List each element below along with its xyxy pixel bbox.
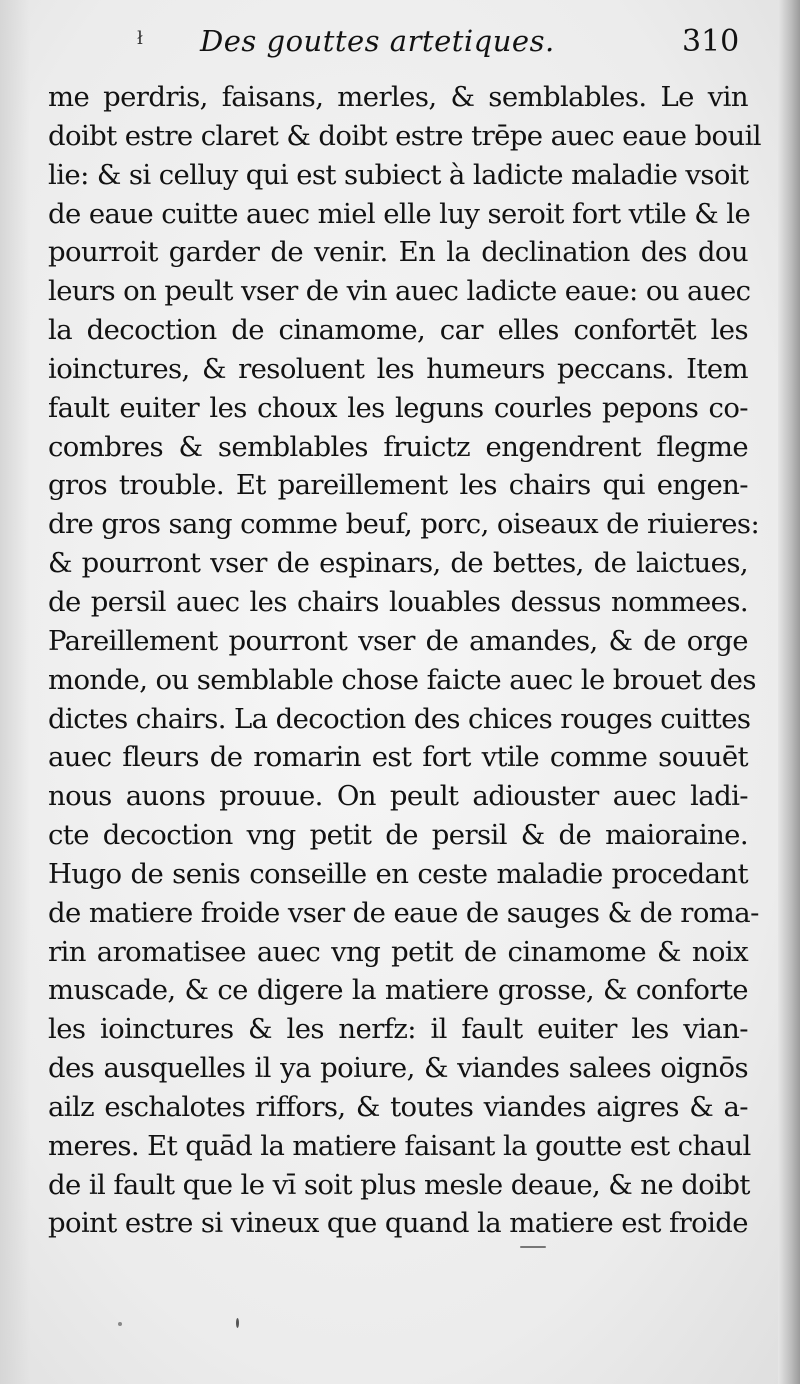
text-line: muscade, & ce digere la matiere grosse, & conforte bbox=[48, 974, 748, 1007]
text-line: la decoction de cinamome, car elles confortēt les bbox=[48, 314, 748, 347]
text-line: ioinctures, & resoluent les humeurs peccans. Item bbox=[48, 352, 748, 385]
text-line: gros trouble. Et pareillement les chairs qui engen- bbox=[48, 469, 748, 502]
text-line: monde, ou semblable chose faicte auec le brouet des bbox=[48, 663, 756, 696]
text-line: de il fault que le vī soit plus mesle deaue, & ne doibt bbox=[48, 1168, 750, 1201]
text-line: les ioinctures & les nerfz: il fault euiter les vian- bbox=[48, 1013, 748, 1046]
running-title: Des gouttes artetiques. bbox=[200, 24, 555, 58]
text-line: nous auons prouue. On peult adiouster auec ladi- bbox=[48, 780, 748, 813]
text-line: de persil auec les chairs louables dessus nommees. bbox=[48, 585, 748, 618]
text-line: de matiere froide vser de eaue de sauges & de roma- bbox=[48, 896, 759, 929]
text-line: cte decoction vng petit de persil & de maioraine. bbox=[48, 819, 748, 852]
page-edge-shadow bbox=[778, 0, 800, 1384]
ink-speck bbox=[236, 1318, 239, 1328]
page-header bbox=[0, 24, 800, 74]
page-number: 310 bbox=[682, 24, 740, 59]
text-line: doibt estre claret & doibt estre trēpe auec eaue bouil bbox=[48, 119, 762, 152]
text-line: lie: & si celluy qui est subiect à ladicte maladie vsoit bbox=[48, 158, 749, 191]
text-line: point estre si vineux que quand la matiere est froide bbox=[48, 1207, 748, 1240]
text-line: rin aromatisee auec vng petit de cinamome & noix bbox=[48, 935, 748, 968]
text-line: auec fleurs de romarin est fort vtile comme souuēt bbox=[48, 741, 748, 774]
text-line: leurs on peult vser de vin auec ladicte eaue: ou auec bbox=[48, 275, 751, 308]
text-line: des ausquelles il ya poiure, & viandes salees oignōs bbox=[48, 1052, 748, 1085]
text-line: dictes chairs. La decoction des chices rouges cuittes bbox=[48, 702, 751, 735]
text-line: dre gros sang comme beuf, porc, oiseaux de riuieres: bbox=[48, 508, 760, 541]
text-line: Pareillement pourront vser de amandes, & de orge bbox=[48, 624, 748, 657]
text-line: & pourront vser de espinars, de bettes, de laictues, bbox=[48, 547, 748, 580]
text-line: de eaue cuitte auec miel elle luy seroit fort vtile & le bbox=[48, 197, 751, 230]
text-line: combres & semblables fruictz engendrent flegme bbox=[48, 430, 748, 463]
gutter-shadow bbox=[0, 0, 30, 1384]
text-line: meres. Et quād la matiere faisant la goutte est chaul bbox=[48, 1129, 751, 1162]
text-line: pourroit garder de venir. En la declination des dou bbox=[48, 236, 748, 269]
stray-mark: ł bbox=[137, 28, 143, 49]
ink-speck bbox=[118, 1322, 122, 1326]
text-line: fault euiter les choux les leguns courles pepons co- bbox=[48, 391, 748, 424]
ink-speck bbox=[520, 1246, 546, 1248]
body-text bbox=[48, 78, 762, 1243]
text-line: me perdris, faisans, merles, & semblables. Le vin bbox=[48, 81, 748, 113]
text-line: Hugo de senis conseille en ceste maladie procedant bbox=[48, 857, 748, 890]
text-line: ailz eschalotes riffors, & toutes viandes aigres & a- bbox=[48, 1090, 748, 1123]
